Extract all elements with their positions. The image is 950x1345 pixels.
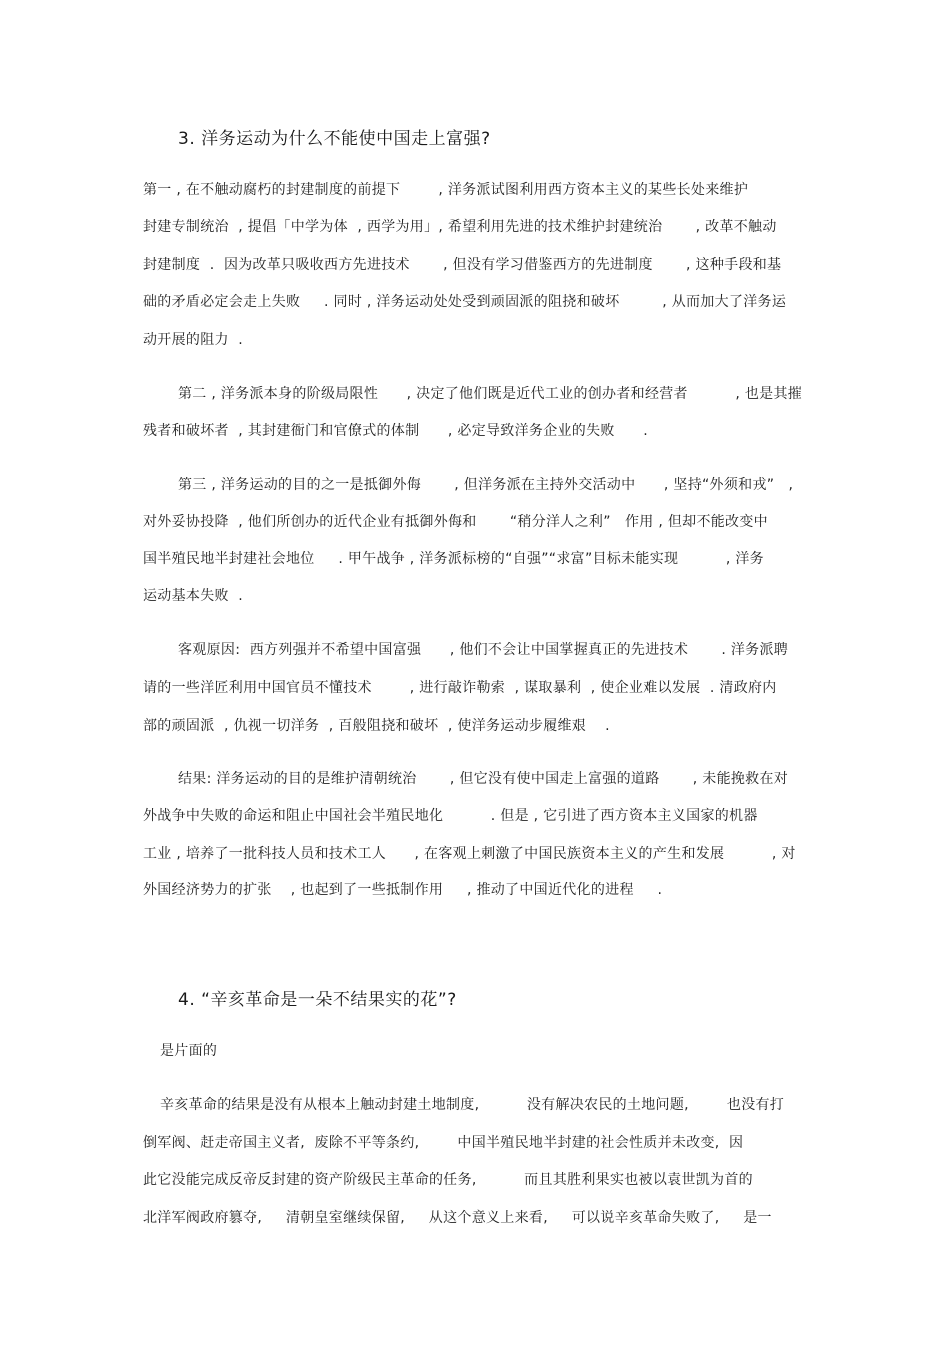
s3-p1-line-5: 动开展的阻力 . [143, 332, 244, 348]
s3-p2-line-1: 第二 , 洋务派本身的阶级局限性 , 决定了他们既是近代工业的创办者和经营者 , 也是其摧 [178, 386, 803, 402]
s3-p4-line-1: 客观原因: 西方列强并不希望中国富强 , 他们不会让中国掌握真正的先进技术 . 洋务派聘 [178, 642, 789, 658]
s3-p3-line-1: 第三 , 洋务运动的目的之一是抵御外侮 , 但洋务派在主持外交活动中 , 坚持“外须和戎” , [178, 477, 794, 493]
s3-p2-line-2: 残者和破坏者 , 其封建衙门和官僚式的体制 , 必定导致洋务企业的失败 . [143, 423, 648, 439]
s3-p1-line-3: 封建制度 . 因为改革只吸收西方先进技术 , 但没有学习借鉴西方的先进制度 , 这种手段和基 [143, 257, 782, 273]
s3-p3-line-4: 运动基本失败 . [143, 588, 244, 604]
s3-p1-line-1: 第一 , 在不触动腐朽的封建制度的前提下 , 洋务派试图利用西方资本主义的某些长处来维护 [143, 182, 749, 198]
s3-p5-line-2: 外战争中失败的命运和阻止中国社会半殖民地化 . 但是 , 它引进了西方资本主义国家的机器 [143, 808, 758, 824]
s4-p1-line-2: 倒军阀、赶走帝国主义者, 废除不平等条约, 中国半殖民地半封建的社会性质并未改变, 因 [143, 1135, 744, 1151]
s3-p3-line-2: 对外妥协投降 , 他们所创办的近代企业有抵御外侮和 “稍分洋人之利” 作用 , 但却不能改变中 [143, 514, 768, 530]
s4-p1-line-1: 辛亥革命的结果是没有从根本上触动封建土地制度, 没有解决农民的土地问题, 也没有打 [160, 1097, 785, 1113]
s3-p5-line-1: 结果: 洋务运动的目的是维护清朝统治 , 但它没有使中国走上富强的道路 , 未能挽救在对 [178, 771, 789, 787]
s3-p5-line-4: 外国经济势力的扩张 , 也起到了一些抵制作用 , 推动了中国近代化的进程 . [143, 882, 663, 898]
s3-p4-line-3: 部的顽固派 , 仇视一切洋务 , 百般阻挠和破坏 , 使洋务运动步履维艰 . [143, 718, 610, 734]
s3-p5-line-3: 工业 , 培养了一批科技人员和技术工人 , 在客观上刺激了中国民族资本主义的产生和发展 , 对 [143, 846, 796, 862]
section-4-heading: 4. “辛亥革命是一朵不结果实的花”? [178, 990, 457, 1010]
s3-p4-line-2: 请的一些洋匠利用中国官员不懂技术 , 进行敲诈勒索 , 谋取暴利 , 使企业难以发展 . 清政府内 [143, 680, 777, 696]
s4-subheading: 是片面的 [160, 1043, 218, 1059]
s3-p3-line-3: 国半殖民地半封建社会地位 . 甲午战争 , 洋务派标榜的“自强”“求富”目标未能实现 , 洋务 [143, 551, 764, 567]
section-3-heading: 3. 洋务运动为什么不能使中国走上富强? [178, 129, 491, 149]
s3-p1-line-2: 封建专制统治 , 提倡「中学为体 , 西学为用」, 希望利用先进的技术维护封建统治 , 改革不触动 [143, 219, 777, 235]
s4-p1-line-4: 北洋军阀政府篡夺, 清朝皇室继续保留, 从这个意义上来看, 可以说辛亥革命失败了, 是一 [143, 1210, 772, 1226]
s3-p1-line-4: 础的矛盾必定会走上失败 . 同时 , 洋务运动处处受到顽固派的阻挠和破坏 , 从而加大了洋务运 [143, 294, 787, 310]
s4-p1-line-3: 此它没能完成反帝反封建的资产阶级民主革命的任务, 而且其胜利果实也被以袁世凯为首的 [143, 1172, 753, 1188]
